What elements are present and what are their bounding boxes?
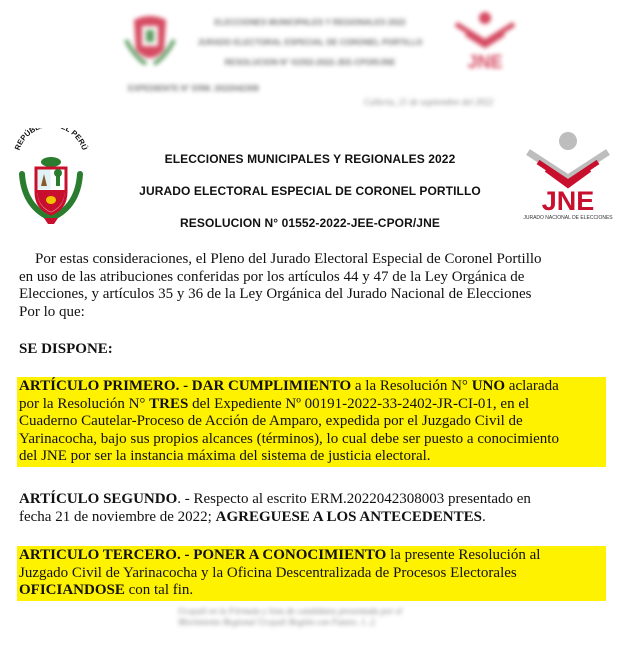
intro-line: Por estas consideraciones, el Pleno del Jurado Electoral Especial de Coronel Portillo [35, 251, 542, 267]
article-second-agreguese: AGREGUESE A LOS ANTECEDENTES [215, 508, 482, 525]
article-second-heading: ARTÍCULO SEGUNDO [19, 491, 178, 507]
blurred-date: Callería, 21 de septiembre del 2022 [364, 97, 494, 107]
header-title-line2: JURADO ELECTORAL ESPECIAL DE CORONEL PORTILLO [139, 184, 481, 198]
svg-text:REPÚBLICA DEL PERÚ [13, 128, 90, 152]
article-second-text: fecha 21 de noviembre de 2022; [19, 508, 216, 525]
article-first-text: del Expediente Nº 00191-2022-33-2402-JR-CI-01, en el [188, 395, 530, 412]
header-title-line1: ELECCIONES MUNICIPALES Y REGIONALES 2022 [164, 152, 456, 166]
blurred-expediente: EXPEDIENTE N° ERM. 2022042308 [128, 84, 259, 93]
article-first-text: por la Resolución N° [19, 395, 150, 412]
se-dispone-text: SE DISPONE: [19, 341, 113, 357]
blurred-header-line2: JURADO ELECTORAL ESPECIAL DE CORONEL PORTILLO [197, 38, 423, 47]
article-third [17, 546, 606, 601]
se-dispone-heading [19, 341, 604, 359]
blurred-footer-line: Movimiento Regional Ucayali Región con Futuro. 1. 2. [178, 617, 377, 627]
blurred-footer [178, 606, 538, 628]
article-first [17, 377, 606, 467]
article-first-line: Yarinacocha, bajo sus propios alcances (términos), lo cual debe ser puesto a conocimiento [19, 430, 559, 447]
blurred-header-line3: RESOLUCION N° 01552-2022-JEE-CPOR/JNE [224, 58, 396, 67]
article-third-heading: ARTICULO TERCERO. - PONER A CONOCIMIENTO [19, 547, 387, 563]
intro-paragraph [19, 251, 604, 321]
article-first-line: del JNE por ser la instancia máxima del sistema de justicia electoral. [19, 448, 431, 464]
jne-logo-caption: JURADO NACIONAL DE ELECCIONES [523, 215, 613, 221]
jne-logo [520, 130, 616, 222]
top-emblem-image [120, 10, 180, 70]
article-first-text: a la Resolución N° [351, 378, 472, 394]
svg-text:JNE: JNE [467, 52, 503, 72]
article-first-heading: ARTÍCULO PRIMERO. - DAR CUMPLIMIENTO [19, 378, 352, 394]
jne-logo-text: JNE [541, 186, 595, 216]
article-first-tres: TRES [149, 395, 189, 412]
article-third-oficiandose: OFICIANDOSE [19, 582, 125, 598]
article-second-text: . - Respecto al escrito ERM.2022042308003 presentado en [177, 491, 531, 507]
blurred-footer-line: Ucayali en la Fórmula y lista de candidatos presentada por el [178, 606, 403, 616]
article-first-uno: UNO [471, 378, 506, 394]
article-second-text: . [481, 508, 486, 525]
article-first-text: aclarada [505, 378, 559, 394]
intro-line: Elecciones, y artículos 35 y 36 de la Ley Orgánica del Jurado Nacional de Elecciones [19, 286, 532, 302]
article-third-text: la presente Resolución al [386, 547, 541, 563]
peru-coat-of-arms-emblem [10, 128, 92, 228]
article-third-text: con tal fin. [124, 582, 194, 598]
article-first-line: Cuaderno Cautelar-Proceso de Acción de Amparo, expedida por el Juzgado Civil de [19, 413, 523, 429]
emblem-text: REPÚB L PERÚ [12, 128, 90, 152]
intro-line: en uso de las atribuciones conferidas por los artículos 44 y 47 de la Ley Orgánica de [19, 268, 525, 285]
resolution-number: RESOLUCION N° 01552-2022-JEE-CPOR/JNE [180, 216, 440, 230]
intro-line: Por lo que: [19, 303, 85, 320]
article-third-line: Juzgado Civil de Yarinacocha y la Oficina Descentralizada de Procesos Electorales [19, 564, 517, 581]
blurred-header-line1: ELECCIONES MUNICIPALES Y REGIONALES 2022 [214, 18, 406, 27]
article-second [19, 491, 604, 526]
top-jne-logo [452, 10, 518, 72]
